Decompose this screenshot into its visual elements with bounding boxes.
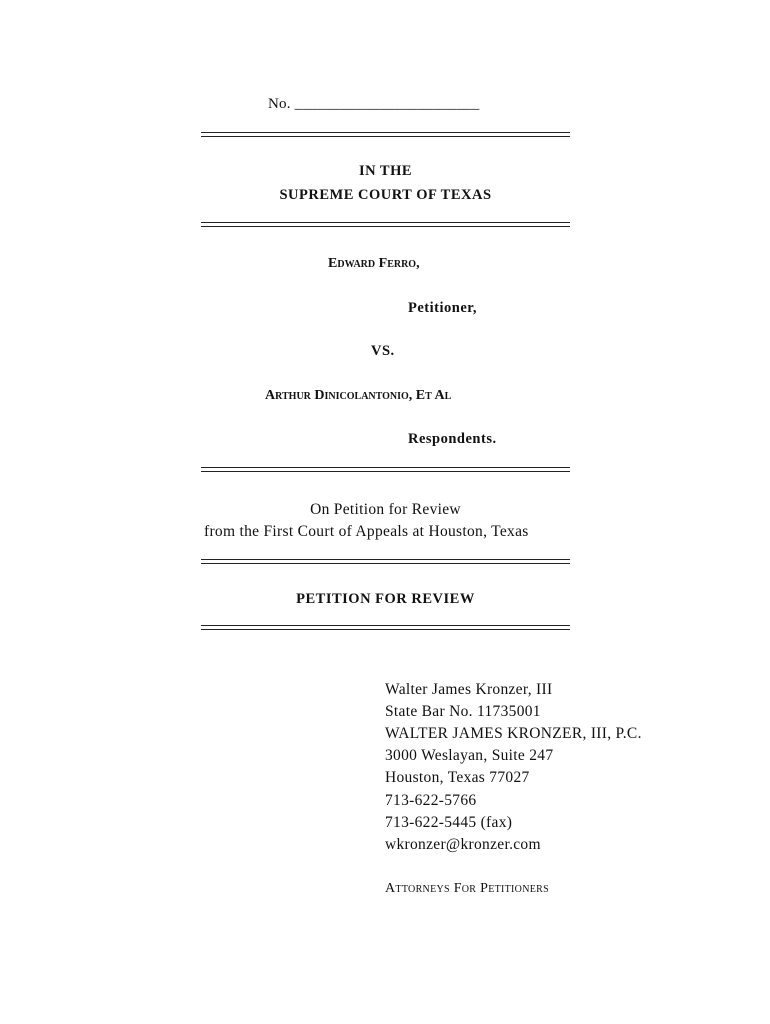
attorney-address-2: Houston, Texas 77027	[385, 769, 530, 786]
court-name: SUPREME COURT OF TEXAS	[279, 187, 492, 203]
attorney-bar-number: State Bar No. 11735001	[385, 703, 541, 720]
petitioner-name: Edward Ferro,	[328, 256, 420, 271]
divider-rule-5	[201, 625, 570, 630]
attorney-email: wkronzer@kronzer.com	[385, 836, 541, 853]
court-line-1: IN THE	[358, 163, 413, 179]
attorney-name: Walter James Kronzer, III	[385, 681, 553, 698]
attorney-address-1: 3000 Weslayan, Suite 247	[385, 747, 554, 764]
petition-info-line-1: On Petition for Review	[310, 501, 461, 518]
divider-rule-4	[201, 559, 570, 564]
document-title: PETITION FOR REVIEW	[296, 591, 475, 607]
attorney-phone: 713-622-5766	[385, 792, 477, 809]
petitioner-role: Petitioner,	[408, 300, 477, 316]
attorney-firm: WALTER JAMES KRONZER, III, P.C.	[385, 725, 642, 742]
respondent-name: Arthur Dinicolantonio, Et Al	[265, 388, 452, 403]
attorney-fax: 713-622-5445 (fax)	[385, 814, 513, 831]
case-number-label: No. ________________________	[268, 96, 480, 112]
divider-rule-1	[201, 132, 570, 137]
attorney-role: Attorneys For Petitioners	[385, 881, 549, 896]
divider-rule-3	[201, 467, 570, 472]
petition-info-line-2: from the First Court of Appeals at Houston, Texas	[204, 523, 529, 540]
divider-rule-2	[201, 222, 570, 227]
respondent-role: Respondents.	[408, 431, 497, 447]
versus-label: VS.	[371, 343, 395, 359]
